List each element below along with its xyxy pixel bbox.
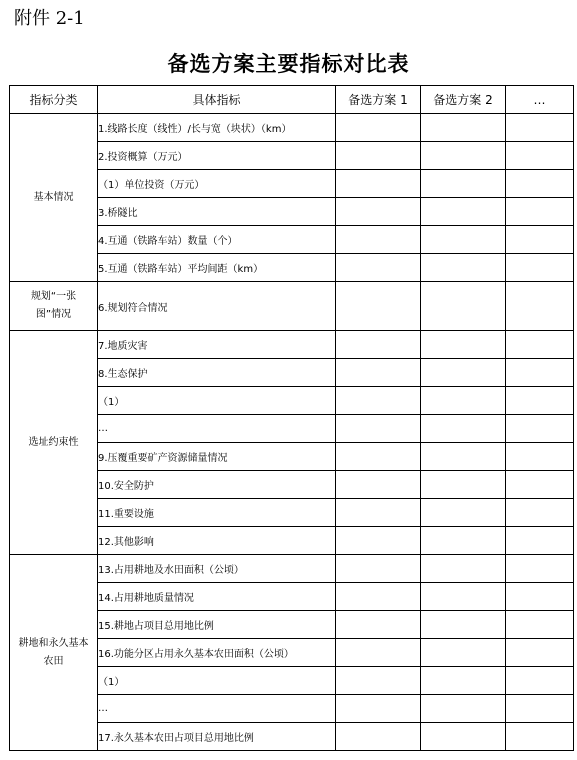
option-value-cell[interactable] xyxy=(336,583,421,611)
option-value-cell[interactable] xyxy=(421,527,506,555)
option-value-cell[interactable] xyxy=(506,226,574,254)
option-value-cell[interactable] xyxy=(336,226,421,254)
option-value-cell[interactable] xyxy=(421,254,506,282)
option-value-cell[interactable] xyxy=(421,471,506,499)
option-value-cell[interactable] xyxy=(421,443,506,471)
option-value-cell[interactable] xyxy=(336,443,421,471)
annex-label: 附件 2-1 xyxy=(14,8,85,29)
option-value-cell[interactable] xyxy=(336,415,421,443)
option-value-cell[interactable] xyxy=(421,639,506,667)
indicator-cell: 17.永久基本农田占项目总用地比例 xyxy=(98,723,336,751)
option-value-cell[interactable] xyxy=(506,499,574,527)
option-value-cell[interactable] xyxy=(336,114,421,142)
option-value-cell[interactable] xyxy=(336,170,421,198)
table-row xyxy=(10,331,574,359)
option-value-cell[interactable] xyxy=(421,611,506,639)
option-value-cell[interactable] xyxy=(506,282,574,331)
option-value-cell[interactable] xyxy=(506,387,574,415)
option-value-cell[interactable] xyxy=(421,114,506,142)
indicator-cell: 16.功能分区占用永久基本农田面积（公顷） xyxy=(98,639,336,667)
option-value-cell[interactable] xyxy=(336,555,421,583)
option-value-cell[interactable] xyxy=(421,198,506,226)
option-value-cell[interactable] xyxy=(336,359,421,387)
table-row xyxy=(10,555,574,583)
category-cell: 基本情况 xyxy=(10,114,98,282)
option-value-cell[interactable] xyxy=(506,723,574,751)
option-value-cell[interactable] xyxy=(506,415,574,443)
option-value-cell[interactable] xyxy=(506,611,574,639)
indicator-cell: 3.桥隧比 xyxy=(98,198,336,226)
indicator-cell: 14.占用耕地质量情况 xyxy=(98,583,336,611)
category-cell: 规划“一张图”情况 xyxy=(10,282,98,331)
table-header-row xyxy=(10,86,574,114)
option-value-cell[interactable] xyxy=(506,639,574,667)
indicator-cell: 12.其他影响 xyxy=(98,527,336,555)
document-title: 备选方案主要指标对比表 xyxy=(167,51,410,76)
option-value-cell[interactable] xyxy=(336,471,421,499)
option-value-cell[interactable] xyxy=(421,331,506,359)
indicator-cell: 10.安全防护 xyxy=(98,471,336,499)
header-option-1: 备选方案 1 xyxy=(336,86,421,114)
option-value-cell[interactable] xyxy=(506,443,574,471)
option-value-cell[interactable] xyxy=(506,170,574,198)
option-value-cell[interactable] xyxy=(421,282,506,331)
indicator-cell: 8.生态保护 xyxy=(98,359,336,387)
option-value-cell[interactable] xyxy=(421,142,506,170)
indicator-comparison-table xyxy=(9,85,574,751)
option-value-cell[interactable] xyxy=(336,695,421,723)
option-value-cell[interactable] xyxy=(506,667,574,695)
table-row xyxy=(10,114,574,142)
option-value-cell[interactable] xyxy=(421,226,506,254)
indicator-cell: 5.互通（铁路车站）平均间距（km） xyxy=(98,254,336,282)
option-value-cell[interactable] xyxy=(506,198,574,226)
indicator-cell: 4.互通（铁路车站）数量（个） xyxy=(98,226,336,254)
option-value-cell[interactable] xyxy=(506,583,574,611)
option-value-cell[interactable] xyxy=(421,499,506,527)
table-body xyxy=(10,114,574,751)
option-value-cell[interactable] xyxy=(421,555,506,583)
header-option-2: 备选方案 2 xyxy=(421,86,506,114)
option-value-cell[interactable] xyxy=(421,723,506,751)
option-value-cell[interactable] xyxy=(336,611,421,639)
indicator-cell: 2.投资概算（万元） xyxy=(98,142,336,170)
option-value-cell[interactable] xyxy=(506,331,574,359)
option-value-cell[interactable] xyxy=(506,359,574,387)
indicator-cell: 6.规划符合情况 xyxy=(98,282,336,331)
option-value-cell[interactable] xyxy=(421,695,506,723)
option-value-cell[interactable] xyxy=(421,359,506,387)
option-value-cell[interactable] xyxy=(336,499,421,527)
option-value-cell[interactable] xyxy=(336,198,421,226)
indicator-cell: 9.压覆重要矿产资源储量情况 xyxy=(98,443,336,471)
option-value-cell[interactable] xyxy=(336,667,421,695)
indicator-cell: 1.线路长度（线性）/长与宽（块状）（km） xyxy=(98,114,336,142)
option-value-cell[interactable] xyxy=(506,695,574,723)
option-value-cell[interactable] xyxy=(506,142,574,170)
indicator-cell: （1） xyxy=(98,387,336,415)
option-value-cell[interactable] xyxy=(336,331,421,359)
option-value-cell[interactable] xyxy=(336,282,421,331)
option-value-cell[interactable] xyxy=(336,387,421,415)
option-value-cell[interactable] xyxy=(506,471,574,499)
option-value-cell[interactable] xyxy=(336,527,421,555)
option-value-cell[interactable] xyxy=(506,555,574,583)
option-value-cell[interactable] xyxy=(421,170,506,198)
indicator-cell: … xyxy=(98,415,336,443)
indicator-cell: 13.占用耕地及水田面积（公顷） xyxy=(98,555,336,583)
header-category: 指标分类 xyxy=(10,86,98,114)
category-cell: 选址约束性 xyxy=(10,331,98,555)
header-more-options: … xyxy=(506,86,574,114)
option-value-cell[interactable] xyxy=(421,415,506,443)
indicator-cell: （1）单位投资（万元） xyxy=(98,170,336,198)
indicator-cell: （1） xyxy=(98,667,336,695)
header-indicator: 具体指标 xyxy=(98,86,336,114)
option-value-cell[interactable] xyxy=(421,583,506,611)
option-value-cell[interactable] xyxy=(336,254,421,282)
option-value-cell[interactable] xyxy=(506,527,574,555)
indicator-cell: 7.地质灾害 xyxy=(98,331,336,359)
option-value-cell[interactable] xyxy=(421,387,506,415)
indicator-cell: … xyxy=(98,695,336,723)
option-value-cell[interactable] xyxy=(336,142,421,170)
option-value-cell[interactable] xyxy=(336,639,421,667)
indicator-cell: 15.耕地占项目总用地比例 xyxy=(98,611,336,639)
indicator-cell: 11.重要设施 xyxy=(98,499,336,527)
option-value-cell[interactable] xyxy=(336,723,421,751)
table-row xyxy=(10,282,574,331)
option-value-cell[interactable] xyxy=(421,667,506,695)
option-value-cell[interactable] xyxy=(506,114,574,142)
option-value-cell[interactable] xyxy=(506,254,574,282)
category-cell: 耕地和永久基本农田 xyxy=(10,555,98,751)
